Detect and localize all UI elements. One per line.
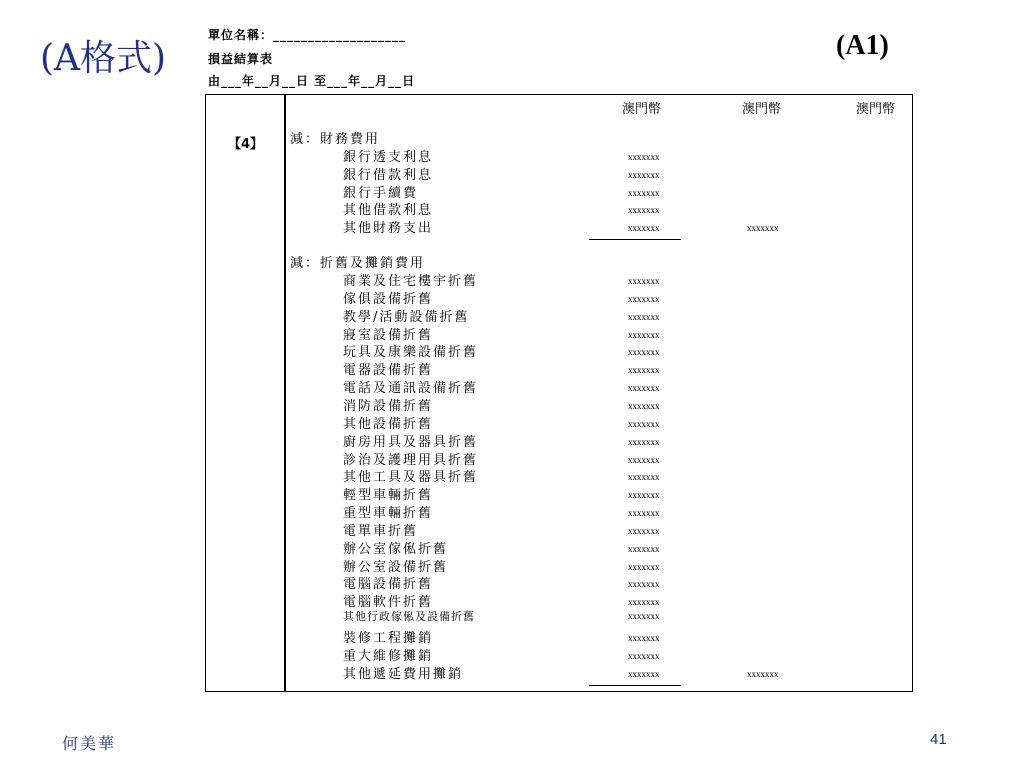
column-divider <box>284 94 286 692</box>
depreciation-item-amount: xxxxxxx <box>628 365 660 375</box>
depreciation-item-label: 廚房用具及器具折舊 <box>343 435 479 450</box>
depreciation-item-amount: xxxxxxx <box>628 472 660 482</box>
finance-item-amount: xxxxxxx <box>628 205 660 215</box>
depreciation-item-amount: xxxxxxx <box>628 419 660 429</box>
depreciation-item-label: 重型車輛折舊 <box>343 506 434 521</box>
depreciation-item-label: 寢室設備折舊 <box>343 328 434 343</box>
finance-item-amount: xxxxxxx <box>628 188 660 198</box>
depreciation-item-label: 其他工具及器具折舊 <box>343 470 479 485</box>
depreciation-item-label: 輕型車輛折舊 <box>343 488 434 503</box>
depreciation-item-amount: xxxxxxx <box>628 526 660 536</box>
currency-header-1: 澳門幣 <box>622 102 662 117</box>
depreciation-item-label: 辦公室傢俬折舊 <box>343 542 449 557</box>
finance-item-label: 銀行手續費 <box>343 186 419 201</box>
depreciation-item-label: 重大維修攤銷 <box>343 649 434 664</box>
depreciation-item-label: 其他設備折舊 <box>343 417 434 432</box>
depreciation-item-amount: xxxxxxx <box>628 347 660 357</box>
finance-item-amount: xxxxxxx <box>628 170 660 180</box>
statement-table-frame <box>205 94 913 692</box>
depreciation-subtotal-rule <box>589 685 681 686</box>
depreciation-item-label: 電腦軟件折舊 <box>343 595 434 610</box>
finance-subtotal: xxxxxxx <box>747 223 779 233</box>
depreciation-item-label: 辦公室設備折舊 <box>343 560 449 575</box>
depreciation-item-label: 教學/活動設備折舊 <box>343 310 470 325</box>
depreciation-item-label: 商業及住宅樓宇折舊 <box>343 274 479 289</box>
depreciation-item-amount: xxxxxxx <box>628 597 660 607</box>
depreciation-item-amount: xxxxxxx <box>628 544 660 554</box>
depreciation-item-amount: xxxxxxx <box>628 508 660 518</box>
depreciation-item-label: 電腦設備折舊 <box>343 577 434 592</box>
finance-heading: 減：財務費用 <box>290 132 381 147</box>
depreciation-heading: 減：折舊及攤銷費用 <box>290 256 426 271</box>
unit-name-line: 單位名稱：___________________ <box>208 28 407 42</box>
finance-item-amount: xxxxxxx <box>628 152 660 162</box>
page-number: 41 <box>930 731 947 748</box>
depreciation-item-amount: xxxxxxx <box>628 633 660 643</box>
depreciation-item-label: 診治及護理用具折舊 <box>343 453 479 468</box>
depreciation-item-label: 玩具及康樂設備折舊 <box>343 345 479 360</box>
depreciation-item-label: 其他行政傢俬及設備折舊 <box>343 610 475 623</box>
depreciation-item-amount: xxxxxxx <box>628 276 660 286</box>
depreciation-item-amount: xxxxxxx <box>628 611 660 621</box>
depreciation-item-amount: xxxxxxx <box>628 562 660 572</box>
depreciation-item-amount: xxxxxxx <box>628 669 660 679</box>
footer-author: 何美華 <box>62 734 117 753</box>
depreciation-item-label: 電器設備折舊 <box>343 363 434 378</box>
section-reference: 【4】 <box>228 137 264 152</box>
depreciation-item-amount: xxxxxxx <box>628 437 660 447</box>
depreciation-item-amount: xxxxxxx <box>628 490 660 500</box>
finance-subtotal-rule <box>589 239 681 240</box>
depreciation-item-amount: xxxxxxx <box>628 579 660 589</box>
depreciation-subtotal: xxxxxxx <box>747 669 779 679</box>
depreciation-item-amount: xxxxxxx <box>628 383 660 393</box>
depreciation-item-amount: xxxxxxx <box>628 401 660 411</box>
finance-item-label: 其他借款利息 <box>343 203 434 218</box>
format-code: (A1) <box>836 30 889 61</box>
depreciation-item-amount: xxxxxxx <box>628 330 660 340</box>
currency-header-2: 澳門幣 <box>742 102 782 117</box>
depreciation-item-amount: xxxxxxx <box>628 294 660 304</box>
period-line: 由___年__月__日 至___年__月__日 <box>208 74 416 88</box>
currency-header-3: 澳門幣 <box>856 102 896 117</box>
finance-item-label: 銀行借款利息 <box>343 168 434 183</box>
slide-title: (A格式) <box>40 38 167 79</box>
finance-item-label: 銀行透支利息 <box>343 150 434 165</box>
depreciation-item-label: 裝修工程攤銷 <box>343 631 434 646</box>
depreciation-item-amount: xxxxxxx <box>628 455 660 465</box>
depreciation-item-amount: xxxxxxx <box>628 651 660 661</box>
statement-title: 損益結算表 <box>208 52 274 66</box>
finance-item-amount: xxxxxxx <box>628 223 660 233</box>
finance-item-label: 其他財務支出 <box>343 221 434 236</box>
depreciation-item-label: 消防設備折舊 <box>343 399 434 414</box>
depreciation-item-amount: xxxxxxx <box>628 312 660 322</box>
depreciation-item-label: 傢俱設備折舊 <box>343 292 434 307</box>
depreciation-item-label: 電單車折舊 <box>343 524 419 539</box>
depreciation-item-label: 電話及通訊設備折舊 <box>343 381 479 396</box>
depreciation-item-label: 其他遞延費用攤銷 <box>343 667 464 682</box>
